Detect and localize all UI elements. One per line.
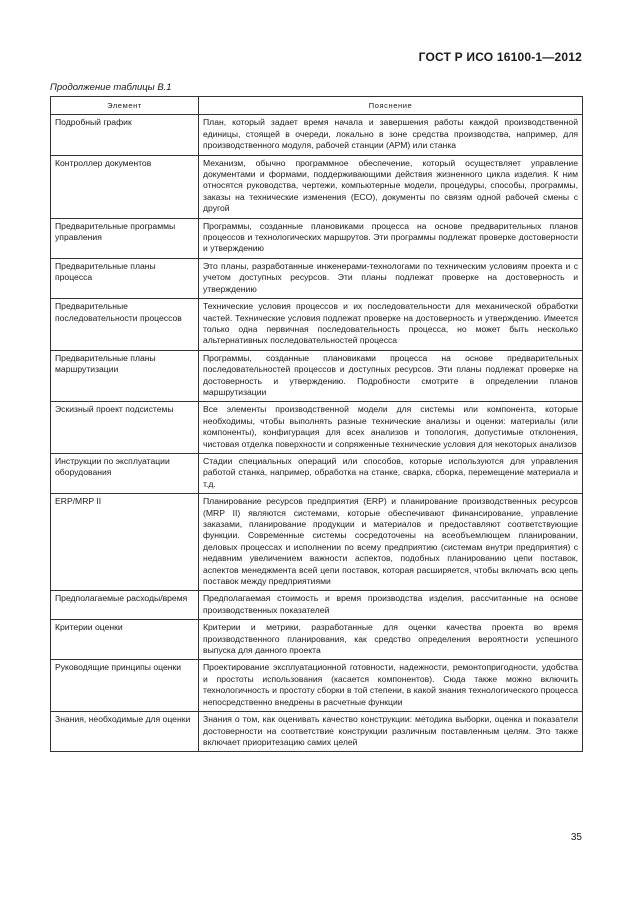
table-row [51,258,583,298]
row-element-term: Предварительные последовательности процессов [51,299,199,351]
row-element-term: Знания, необходимые для оценки [51,712,199,752]
table-row [51,350,583,402]
table-caption: Продолжение таблицы В.1 [50,82,172,93]
column-header-element: Элемент [51,97,199,115]
row-explanation: Знания о том, как оценивать качество конструкции: методика выборки, оценка и показатели достоверности на соответствие конструкции различным поставленным целям. Это также включает приоритезацию самих целей [199,712,583,752]
row-explanation: Это планы, разработанные инженерами-технологами по техническим условиям проекта и с учетом доступных ресурсов. Эти планы подлежат проверке на достоверность и утверждению [199,258,583,298]
table-header-row [51,97,583,115]
table-row [51,218,583,258]
row-element-term: Предполагаемые расходы/время [51,591,199,620]
row-element-term: Эскизный проект подсистемы [51,402,199,454]
table-row [51,712,583,752]
row-explanation: Стадии специальных операций или способов, которые используются для управления работой станка, например, обработка на станке, сварка, сборка, перемещение материала и т.д. [199,453,583,493]
table-row [51,660,583,712]
row-element-term: Подробный график [51,115,199,155]
row-element-term: Инструкции по эксплуатации оборудования [51,453,199,493]
table-row [51,453,583,493]
row-explanation: Предполагаемая стоимость и время производства изделия, рассчитанные на основе производственных показателей [199,591,583,620]
row-element-term: ERP/MRP II [51,494,199,591]
column-header-explanation: Пояснение [199,97,583,115]
definitions-table [50,96,583,752]
table-row [51,620,583,660]
row-explanation: Критерии и метрики, разработанные для оценки качества проекта во время производственного планирования, как средство определения вероятности успешного выпуска для данного проекта [199,620,583,660]
table-row [51,494,583,591]
row-explanation: Все элементы производственной модели для системы или компонента, которые необходимы, чтобы выполнять разные технические анализы и оценки: материалы (или компоненты), конфигурация для всех анализов и топология, допустимые отклонения, чистовая отделка поверхности и сопряженные технические условия для некоторых анализов [199,402,583,454]
page-number: 35 [570,832,582,843]
row-explanation: Программы, созданные плановиками процесса на основе предварительных последовательностей процессов и доступных ресурсов. Эти планы подлежат проверке на достоверность и утверждению. Подробности смотрите в определении планов маршрутизации [199,350,583,402]
row-element-term: Предварительные планы процесса [51,258,199,298]
row-element-term: Критерии оценки [51,620,199,660]
table-row [51,115,583,155]
row-explanation: Проектирование эксплуатационной готовности, надежности, ремонтопригодности, удобства и простоты использования (касается компонентов). Сюда также можно включить технологичность и простоту сборки в той степени, в какой знания технологического процесса непосредственно внедрены в расчетные функции [199,660,583,712]
row-explanation: План, который задает время начала и завершения работы каждой производственной единицы, стоящей в очереди, локально в зоне средства производства, например, для производственного модуля, рабочей станции (АРМ) или станка [199,115,583,155]
row-element-term: Предварительные программы управления [51,218,199,258]
row-explanation: Технические условия процессов и их последовательности для механической обработки частей. Технические условия подлежат проверке на достоверность и утверждению. Имеется только одна первичная последовательность процесса, но может быть несколько альтернативных последовательностей процесса [199,299,583,351]
row-element-term: Руководящие принципы оценки [51,660,199,712]
table-row [51,402,583,454]
row-element-term: Контроллер документов [51,155,199,218]
row-explanation: Планирование ресурсов предприятия (ERP) и планирование производственных ресурсов (MRP II) являются системами, которые обеспечивают финансирование, управление заказами, планирование продукции и материалов и предоставляют соответствующие функции. Современные системы сосредоточены на всеобъемлющем планировании, деловых процессах и исполнении по всему предприятию (системам внутри предприятия) с недавним увеличением важности аспектов, подобных планированию цепи поставок, аспектов менеджмента всей цепи поставок, которая расширяется, чтобы включать всю цепь поставок между предприятиями [199,494,583,591]
row-element-term: Предварительные планы маршрутизации [51,350,199,402]
row-explanation: Механизм, обычно программное обеспечение, который осуществляет управление документами и формами, поддерживающими действия жизненного цикла изделия. К ним относятся руководства, чертежи, компьютерные модели, процедуры, способы, программы, заказы на технические изменения (ECO), документы по связям одной рабочей смены с другой [199,155,583,218]
table-row [51,155,583,218]
row-explanation: Программы, созданные плановиками процесса на основе предварительных планов процессов и технологических маршрутов. Эти программы подлежат проверке достоверности и утверждению [199,218,583,258]
document-code: ГОСТ Р ИСО 16100-1—2012 [418,50,582,64]
table-row [51,299,583,351]
table-row [51,591,583,620]
